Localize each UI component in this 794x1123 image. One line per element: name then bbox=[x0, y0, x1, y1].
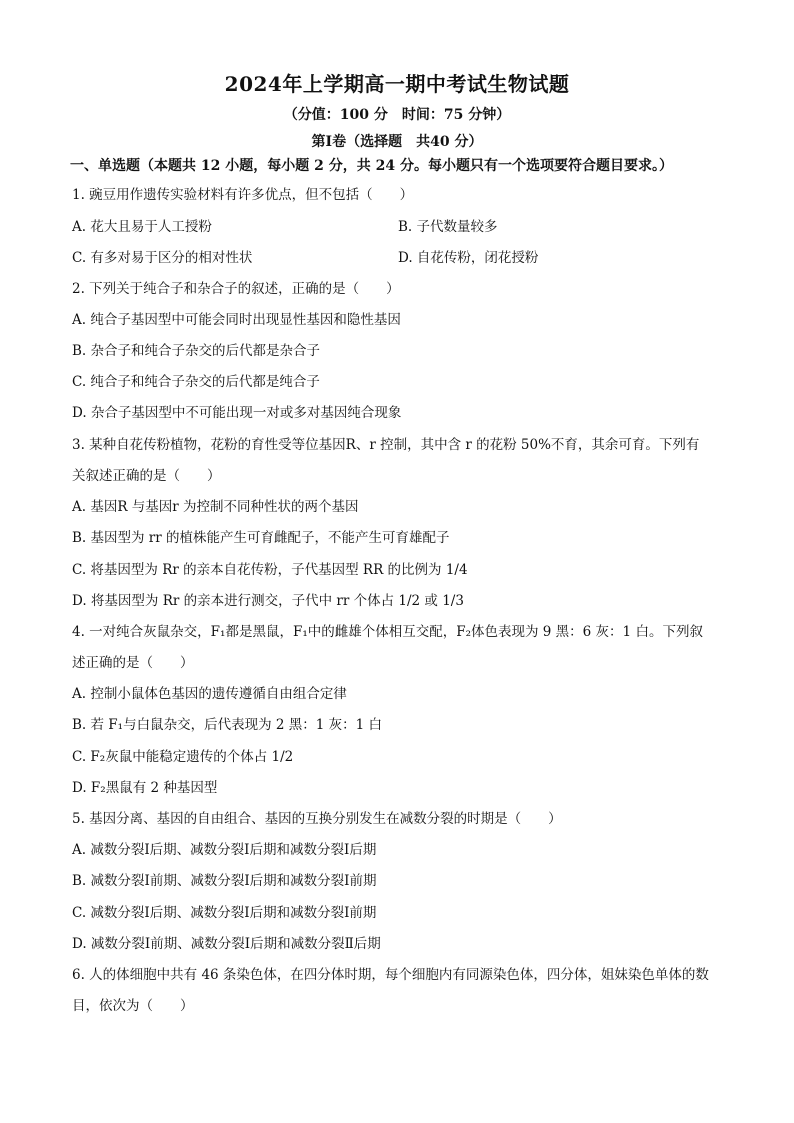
question-1-stem: 1. 豌豆用作遗传实验材料有许多优点，但不包括（ ） bbox=[72, 187, 414, 203]
volume-heading: 第Ⅰ卷（选择题 共40 分） bbox=[311, 134, 483, 150]
question-4-option-c: C. F₂灰鼠中能稳定遗传的个体占 1/2 bbox=[72, 749, 294, 765]
question-3-stem-line-2: 关叙述正确的是（ ） bbox=[72, 468, 221, 484]
question-2-option-a: A. 纯合子基因型中可能会同时出现显性基因和隐性基因 bbox=[72, 312, 401, 328]
question-6-stem-line-1: 6. 人的体细胞中共有 46 条染色体，在四分体时期，每个细胞内有同源染色体，四分体，姐妹染色单体的数 bbox=[72, 967, 709, 983]
question-5-option-b: B. 减数分裂Ⅰ前期、减数分裂Ⅰ后期和减数分裂Ⅰ前期 bbox=[72, 873, 377, 889]
question-1-option-b: B. 子代数量较多 bbox=[398, 219, 498, 235]
question-5-option-a: A. 减数分裂Ⅰ后期、减数分裂Ⅰ后期和减数分裂Ⅰ后期 bbox=[72, 842, 377, 858]
question-2-stem: 2. 下列关于纯合子和杂合子的叙述，正确的是（ ） bbox=[72, 281, 400, 297]
exam-score-time: （分值：100 分 时间：75 分钟） bbox=[283, 107, 511, 123]
question-4-stem-line-2: 述正确的是（ ） bbox=[72, 655, 194, 671]
question-5-option-d: D. 减数分裂Ⅰ前期、减数分裂Ⅰ后期和减数分裂Ⅱ后期 bbox=[72, 936, 381, 952]
question-2-option-b: B. 杂合子和纯合子杂交的后代都是杂合子 bbox=[72, 343, 321, 359]
question-3-option-a: A. 基因R 与基因r 为控制不同种性状的两个基因 bbox=[72, 499, 359, 515]
question-4-option-a: A. 控制小鼠体色基因的遗传遵循自由组合定律 bbox=[72, 686, 347, 702]
question-5-option-c: C. 减数分裂Ⅰ后期、减数分裂Ⅰ后期和减数分裂Ⅰ前期 bbox=[72, 905, 377, 921]
question-1-option-a: A. 花大且易于人工授粉 bbox=[72, 219, 212, 235]
question-3-option-d: D. 将基因型为 Rr 的亲本进行测交，子代中 rr 个体占 1/2 或 1/3 bbox=[72, 593, 464, 609]
question-3-stem-line-1: 3. 某种自花传粉植物，花粉的育性受等位基因R、r 控制，其中含 r 的花粉 50%不育，其余可育。下列有 bbox=[72, 437, 700, 453]
question-1-option-c: C. 有多对易于区分的相对性状 bbox=[72, 250, 253, 266]
question-2-option-d: D. 杂合子基因型中不可能出现一对或多对基因纯合现象 bbox=[72, 405, 402, 421]
question-4-option-d: D. F₂黑鼠有 2 种基因型 bbox=[72, 780, 218, 796]
exam-title: 2024年上学期高一期中考试生物试题 bbox=[224, 72, 570, 96]
question-4-stem-line-1: 4. 一对纯合灰鼠杂交，F₁都是黑鼠，F₁中的雌雄个体相互交配，F₂体色表现为 9 黑：6 灰：1 白。下列叙 bbox=[72, 624, 703, 640]
question-1-option-d: D. 自花传粉，闭花授粉 bbox=[398, 250, 539, 266]
section-heading: 一、单选题（本题共 12 小题，每小题 2 分，共 24 分。每小题只有一个选项要符合题目要求。） bbox=[70, 158, 673, 174]
question-6-stem-line-2: 目，依次为（ ） bbox=[72, 998, 194, 1014]
question-3-option-b: B. 基因型为 rr 的植株能产生可育雌配子，不能产生可育雄配子 bbox=[72, 530, 450, 546]
question-3-option-c: C. 将基因型为 Rr 的亲本自花传粉，子代基因型 RR 的比例为 1/4 bbox=[72, 562, 468, 578]
question-4-option-b: B. 若 F₁与白鼠杂交，后代表现为 2 黑：1 灰：1 白 bbox=[72, 717, 383, 733]
question-5-stem: 5. 基因分离、基因的自由组合、基因的互换分别发生在减数分裂的时期是（ ） bbox=[72, 811, 562, 827]
question-2-option-c: C. 纯合子和纯合子杂交的后代都是纯合子 bbox=[72, 374, 320, 390]
